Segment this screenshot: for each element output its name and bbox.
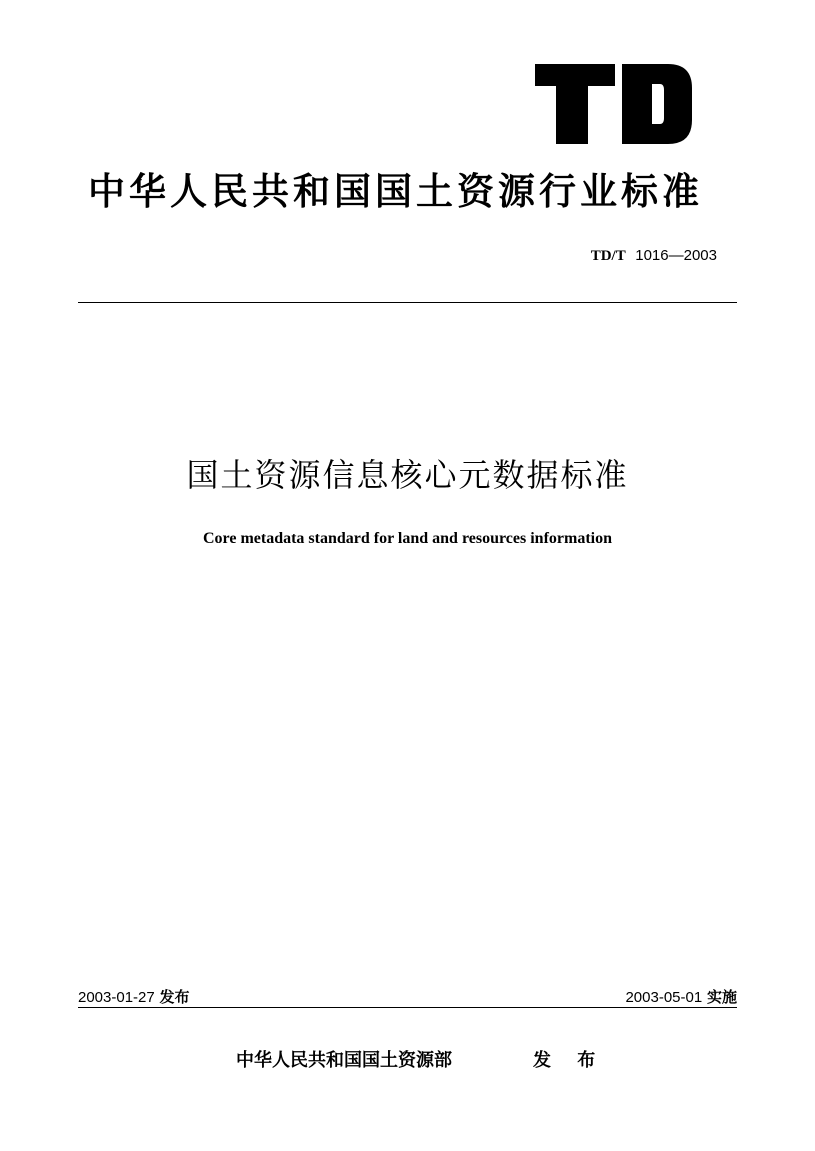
issue-date bbox=[78, 986, 190, 1007]
industry-standard-title: 中华人民共和国国土资源行业标准 bbox=[88, 170, 703, 213]
td-logo bbox=[530, 58, 700, 148]
issue-date-label: 发布 bbox=[159, 988, 190, 1006]
document-subtitle-english: Core metadata standard for land and resources information bbox=[202, 530, 613, 547]
standard-number bbox=[591, 246, 717, 265]
top-divider bbox=[78, 302, 737, 303]
issue-date-value: 2003-01-27 bbox=[78, 989, 155, 1006]
implementation-date-label: 实施 bbox=[706, 988, 737, 1006]
implementation-date-value: 2003-05-01 bbox=[625, 989, 703, 1006]
issue-verb: 发 布 bbox=[533, 1050, 606, 1071]
issuing-authority: 中华人民共和国国土资源部 bbox=[236, 1050, 452, 1071]
standard-code: TD/T bbox=[590, 248, 626, 264]
implementation-date bbox=[625, 986, 737, 1007]
document-title: 国土资源信息核心元数据标准 bbox=[186, 456, 629, 494]
bottom-divider bbox=[78, 1007, 737, 1008]
standard-number-value: 1016—2003 bbox=[635, 247, 717, 264]
